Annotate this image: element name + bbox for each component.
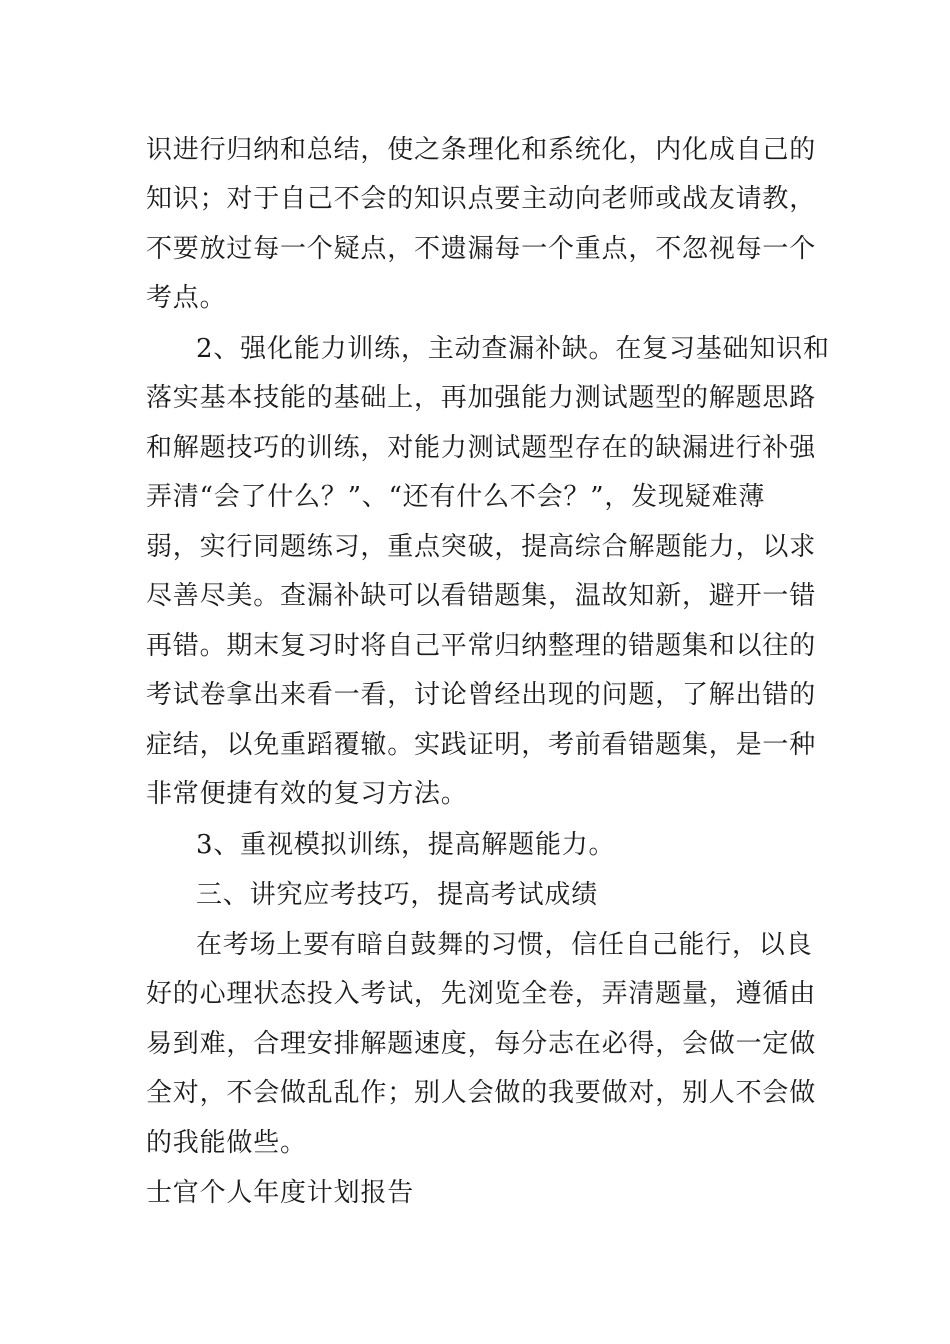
text-line: 3、重视模拟训练，提高解题能力。 [196,830,616,860]
text-line: 不要放过每一个疑点，不遗漏每一个重点，不忽视每一个 [146,234,817,264]
text-line: 非常便捷有效的复习方法。 [146,779,468,809]
text-line: 全对，不会做乱乱作；别人会做的我要做对，别人不会做 [146,1078,817,1108]
text-line: 好的心理状态投入考试，先浏览全卷，弄清题量，遵循由 [146,979,817,1009]
text-line: 再错。期末复习时将自己平常归纳整理的错题集和以往的 [146,631,817,661]
text-line: 弄清“会了什么？”、“还有什么不会？”，发现疑难薄 [146,482,766,512]
document-title: 士官个人年度计划报告 [146,1178,415,1208]
text-line: 易到难，合理安排解题速度，每分志在必得，会做一定做 [146,1029,817,1059]
text-line: 识进行归纳和总结，使之条理化和系统化，内化成自己的 [146,135,817,165]
text-line: 症结，以免重蹈覆辙。实践证明，考前看错题集，是一种 [146,730,817,760]
text-line: 考点。 [146,283,227,313]
section-heading: 三、讲究应考技巧，提高考试成绩 [196,880,599,910]
text-line: 2、强化能力训练，主动查漏补缺。在复习基础知识和 [196,334,830,364]
text-line: 知识；对于自己不会的知识点要主动向老师或战友请教， [146,184,817,214]
text-line: 的我能做些。 [146,1128,307,1158]
text-line: 在考场上要有暗自鼓舞的习惯，信任自己能行，以良 [196,930,813,960]
text-line: 和解题技巧的训练，对能力测试题型存在的缺漏进行补强 [146,433,817,463]
text-line: 考试卷拿出来看一看，讨论曾经出现的问题，了解出错的 [146,680,817,710]
text-line: 落实基本技能的基础上，再加强能力测试题型的解题思路 [146,383,817,413]
text-line: 弱，实行同题练习，重点突破，提高综合解题能力，以求 [146,532,817,562]
text-line: 尽善尽美。查漏补缺可以看错题集，温故知新，避开一错 [146,581,817,611]
